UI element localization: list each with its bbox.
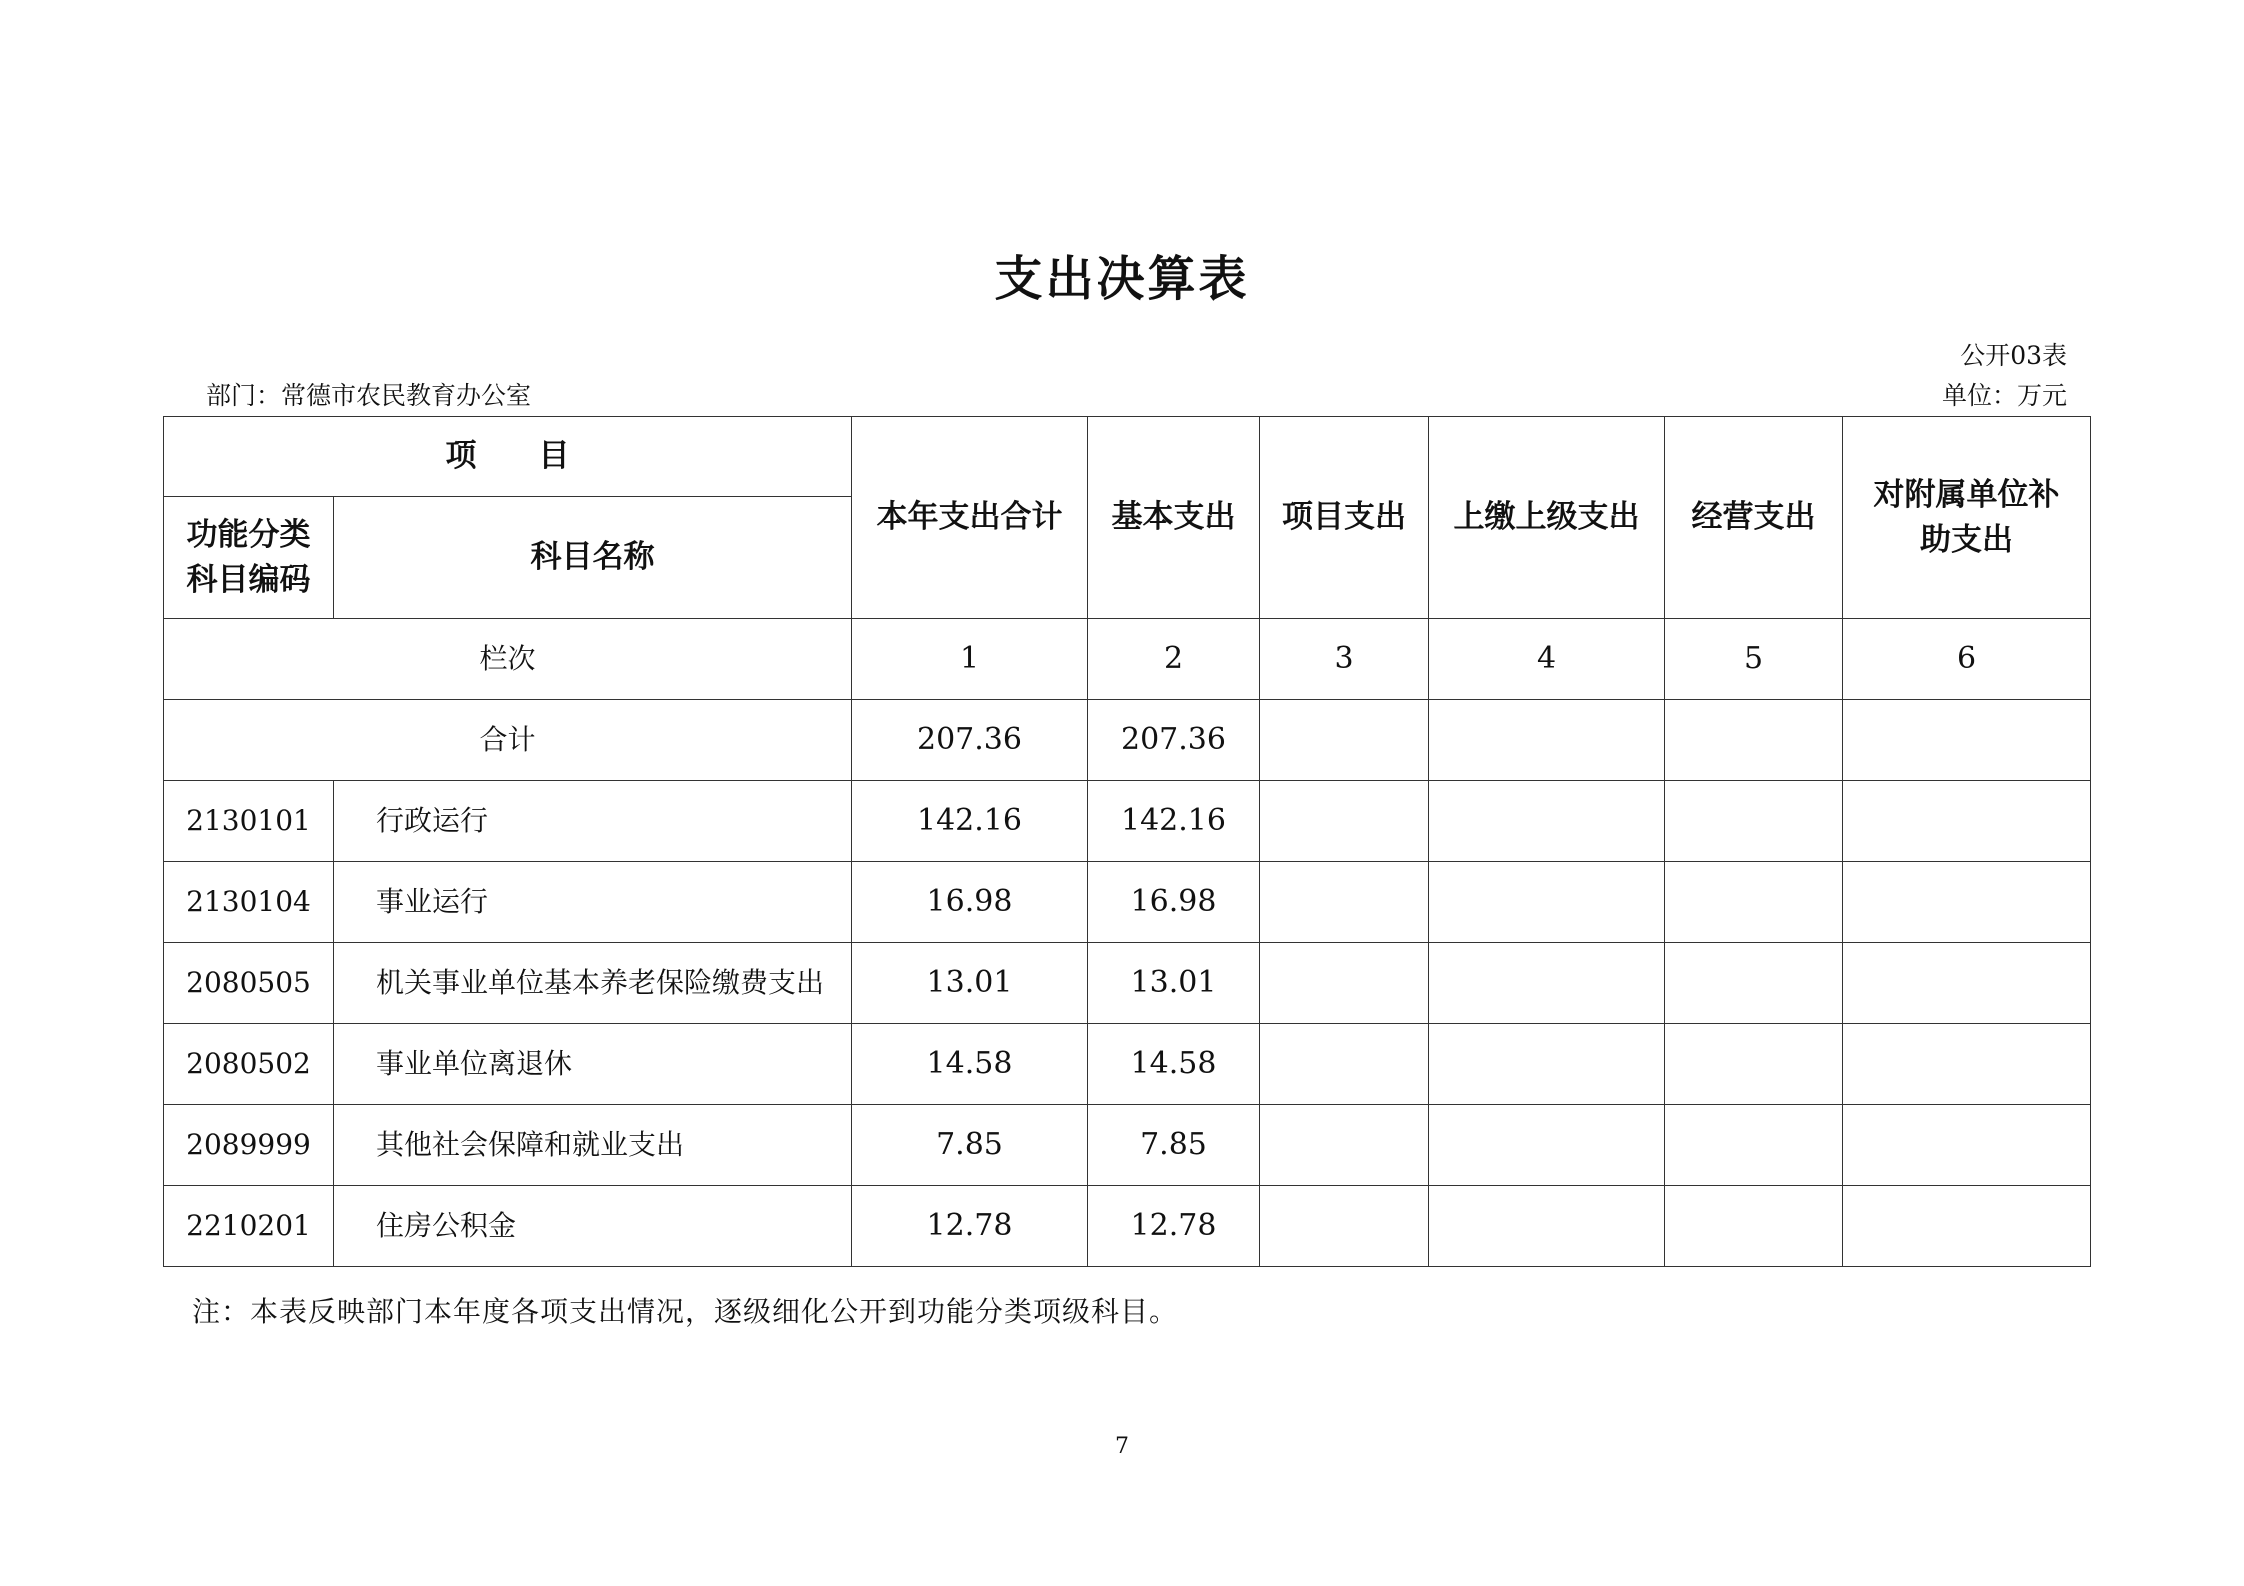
value-cell: 13.01 xyxy=(852,943,1088,1024)
code-cell: 2080502 xyxy=(164,1024,334,1105)
value-cell: 12.78 xyxy=(1088,1186,1260,1267)
column-index-cell: 1 xyxy=(852,619,1088,700)
total-cell xyxy=(1429,700,1665,781)
value-cell xyxy=(1665,781,1843,862)
page-title: 支出决算表 xyxy=(994,251,1250,307)
value-cell xyxy=(1665,862,1843,943)
code-cell: 2080505 xyxy=(164,943,334,1024)
column-index-row xyxy=(164,619,2091,700)
column-header: 经营支出 xyxy=(1665,417,1843,619)
value-cell: 142.16 xyxy=(852,781,1088,862)
value-cell xyxy=(1429,1024,1665,1105)
total-cell: 207.36 xyxy=(852,700,1088,781)
value-cell: 14.58 xyxy=(852,1024,1088,1105)
header-item: 项 目 xyxy=(164,417,852,497)
total-cell xyxy=(1665,700,1843,781)
code-cell: 2130104 xyxy=(164,862,334,943)
value-cell: 16.98 xyxy=(852,862,1088,943)
value-cell xyxy=(1429,862,1665,943)
total-cell xyxy=(1843,700,2091,781)
value-cell xyxy=(1260,943,1429,1024)
name-cell: 事业运行 xyxy=(334,862,852,943)
form-number: 公开03表 xyxy=(1960,341,2067,370)
value-cell xyxy=(1843,1105,2091,1186)
column-header: 基本支出 xyxy=(1088,417,1260,619)
value-cell: 14.58 xyxy=(1088,1024,1260,1105)
value-cell xyxy=(1260,781,1429,862)
value-cell: 12.78 xyxy=(852,1186,1088,1267)
value-cell xyxy=(1429,943,1665,1024)
value-cell xyxy=(1260,862,1429,943)
table-row xyxy=(164,1105,2091,1186)
value-cell xyxy=(1843,1186,2091,1267)
page-number: 7 xyxy=(1115,1434,1129,1459)
name-cell: 其他社会保障和就业支出 xyxy=(334,1105,852,1186)
value-cell: 13.01 xyxy=(1088,943,1260,1024)
table-row xyxy=(164,781,2091,862)
value-cell xyxy=(1843,781,2091,862)
column-header: 上缴上级支出 xyxy=(1429,417,1665,619)
name-cell: 机关事业单位基本养老保险缴费支出 xyxy=(334,943,852,1024)
column-index-cell: 5 xyxy=(1665,619,1843,700)
value-cell: 7.85 xyxy=(1088,1105,1260,1186)
value-cell xyxy=(1260,1024,1429,1105)
unit-label: 单位：万元 xyxy=(1941,381,2067,410)
value-cell xyxy=(1260,1186,1429,1267)
value-cell xyxy=(1665,1186,1843,1267)
header-name: 科目名称 xyxy=(334,497,852,619)
table-row xyxy=(164,1186,2091,1267)
name-cell: 事业单位离退休 xyxy=(334,1024,852,1105)
value-cell xyxy=(1665,943,1843,1024)
value-cell xyxy=(1843,862,2091,943)
value-cell: 142.16 xyxy=(1088,781,1260,862)
value-cell xyxy=(1665,1024,1843,1105)
code-cell: 2089999 xyxy=(164,1105,334,1186)
table-row xyxy=(164,862,2091,943)
total-row xyxy=(164,700,2091,781)
expenditure-table xyxy=(163,416,2091,1267)
column-index-cell: 4 xyxy=(1429,619,1665,700)
value-cell xyxy=(1843,1024,2091,1105)
value-cell xyxy=(1429,781,1665,862)
code-cell: 2210201 xyxy=(164,1186,334,1267)
header-row xyxy=(164,417,2091,497)
total-cell: 207.36 xyxy=(1088,700,1260,781)
column-index-cell: 6 xyxy=(1843,619,2091,700)
column-header xyxy=(1843,417,2091,619)
table-note: 注：本表反映部门本年度各项支出情况，逐级细化公开到功能分类项级科目。 xyxy=(192,1295,1179,1328)
department-label: 部门：常德市农民教育办公室 xyxy=(206,381,532,410)
header-code xyxy=(164,497,334,619)
total-label: 合计 xyxy=(164,700,852,781)
header-code-label: 功能分类科目编码 xyxy=(186,516,311,598)
value-cell xyxy=(1665,1105,1843,1186)
value-cell xyxy=(1429,1105,1665,1186)
name-cell: 住房公积金 xyxy=(334,1186,852,1267)
total-cell xyxy=(1260,700,1429,781)
value-cell xyxy=(1260,1105,1429,1186)
value-cell xyxy=(1843,943,2091,1024)
value-cell xyxy=(1429,1186,1665,1267)
table-row xyxy=(164,1024,2091,1105)
name-cell: 行政运行 xyxy=(334,781,852,862)
code-cell: 2130101 xyxy=(164,781,334,862)
table-row xyxy=(164,943,2091,1024)
column-index-cell: 2 xyxy=(1088,619,1260,700)
column-header-label: 对附属单位补助支出 xyxy=(1873,476,2060,558)
column-index-label: 栏次 xyxy=(164,619,852,700)
column-header: 项目支出 xyxy=(1260,417,1429,619)
value-cell: 7.85 xyxy=(852,1105,1088,1186)
column-header: 本年支出合计 xyxy=(852,417,1088,619)
value-cell: 16.98 xyxy=(1088,862,1260,943)
column-index-cell: 3 xyxy=(1260,619,1429,700)
